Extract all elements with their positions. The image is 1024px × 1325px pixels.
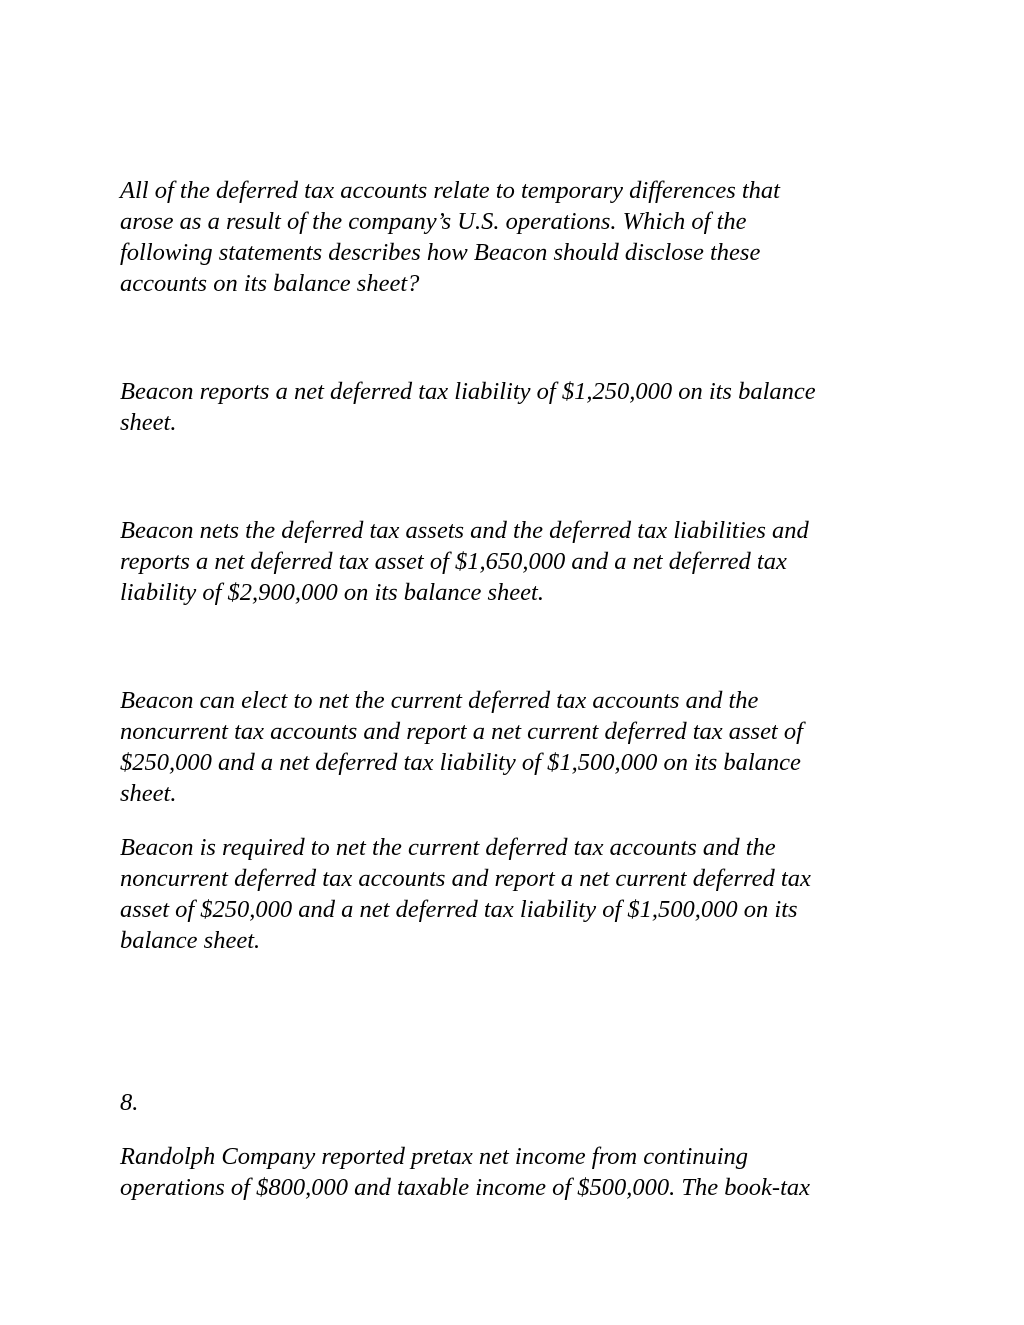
answer-option-1 — [120, 376, 900, 438]
answer-option-2 — [120, 515, 900, 608]
answer-option-line: noncurrent deferred tax accounts and report a net current deferred tax — [120, 865, 811, 892]
answer-option-line: asset of $250,000 and a net deferred tax liability of $1,500,000 on its — [120, 896, 798, 923]
answer-option-line: Beacon is required to net the current deferred tax accounts and the — [120, 834, 776, 861]
answer-option-line: Beacon nets the deferred tax assets and the deferred tax liabilities and — [120, 517, 809, 544]
question-stem-line: accounts on its balance sheet? — [120, 270, 420, 297]
answer-option-3 — [120, 685, 900, 809]
answer-option-line: Beacon reports a net deferred tax liability of $1,250,000 on its balance — [120, 378, 816, 405]
answer-option-line: Beacon can elect to net the current deferred tax accounts and the — [120, 687, 759, 714]
next-question-line: Randolph Company reported pretax net income from continuing — [120, 1143, 749, 1170]
question-number-text: 8. — [120, 1089, 139, 1116]
question-number — [120, 1087, 900, 1118]
question-stem-line: All of the deferred tax accounts relate to temporary differences that — [120, 177, 780, 204]
answer-option-line: sheet. — [120, 409, 177, 436]
answer-option-4 — [120, 832, 900, 956]
answer-option-line: balance sheet. — [120, 927, 261, 954]
next-question-line: operations of $800,000 and taxable income of $500,000. The book-tax — [120, 1174, 810, 1201]
answer-option-line: $250,000 and a net deferred tax liability of $1,500,000 on its balance — [120, 749, 801, 776]
answer-option-line: reports a net deferred tax asset of $1,650,000 and a net deferred tax — [120, 548, 787, 575]
next-question-stem — [120, 1141, 900, 1203]
question-stem-line: following statements describes how Beacon should disclose these — [120, 239, 761, 266]
answer-option-line: noncurrent tax accounts and report a net current deferred tax asset of — [120, 718, 803, 745]
answer-option-line: liability of $2,900,000 on its balance sheet. — [120, 579, 544, 606]
question-stem — [120, 175, 900, 299]
answer-option-line: sheet. — [120, 780, 177, 807]
question-stem-line: arose as a result of the company’s U.S. operations. Which of the — [120, 208, 747, 235]
